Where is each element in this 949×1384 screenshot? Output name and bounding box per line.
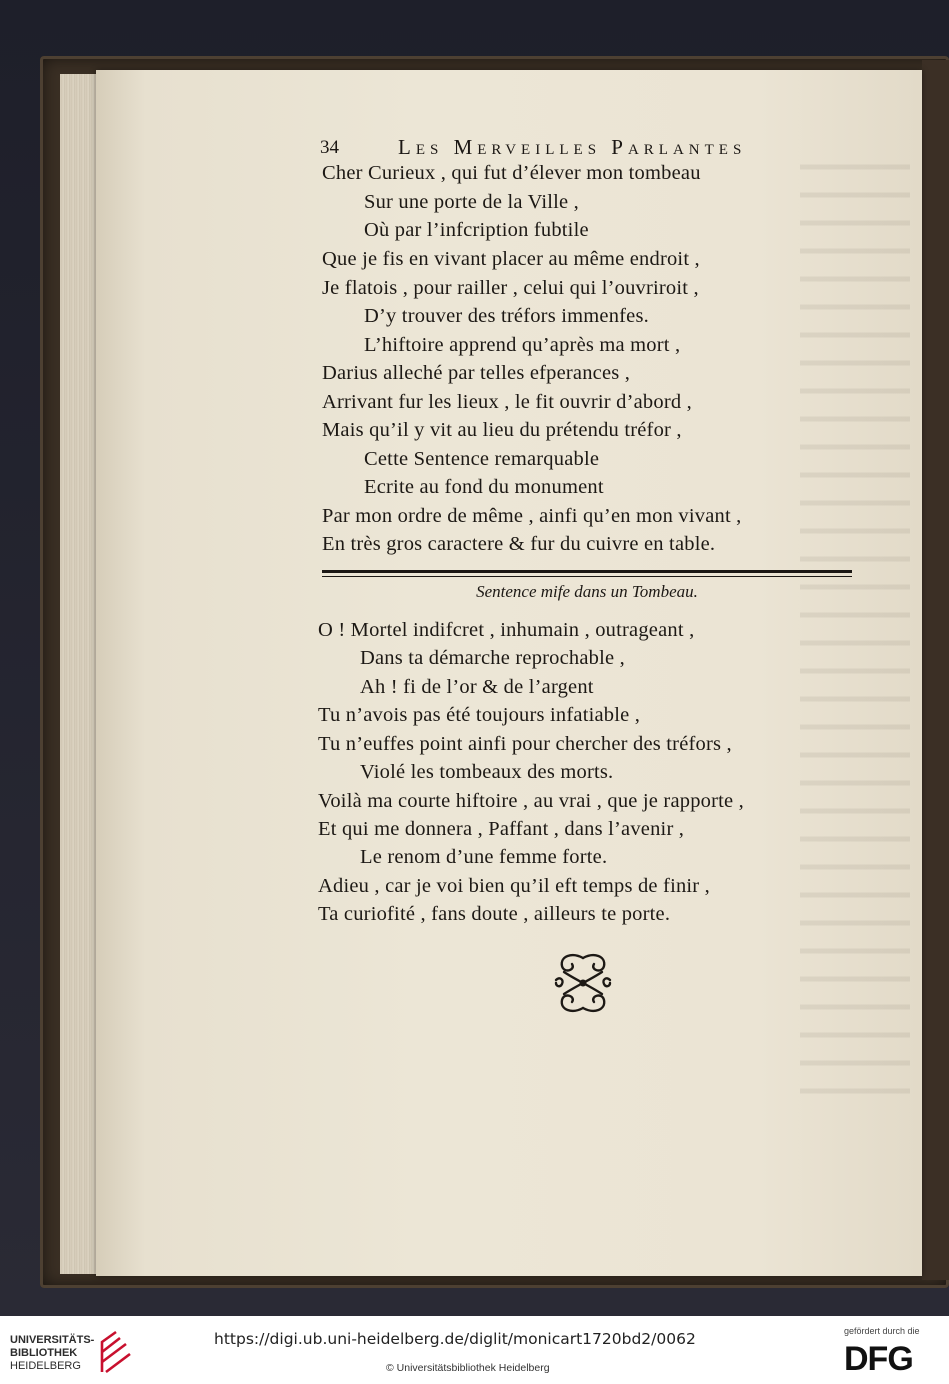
section-rule-thin (322, 576, 852, 577)
sentence-line: O ! Mortel indifcret , inhumain , outrageant , (318, 619, 695, 641)
poem-line: Cher Curieux , qui fut d’élever mon tombeau (322, 162, 701, 184)
university-logo[interactable] (10, 1326, 140, 1376)
dfg-wordmark: DFG (844, 1340, 913, 1378)
section-rule (322, 570, 852, 573)
poem-line: Que je fis en vivant placer au même endroit , (322, 248, 700, 270)
fleuron-ornament-icon (550, 950, 616, 1016)
university-name-line-3: HEIDELBERG (10, 1360, 81, 1372)
poem-line: Cette Sentence remarquable (364, 448, 600, 470)
poem-line: Mais qu’il y vit au lieu du prétendu tréfor , (322, 419, 682, 441)
poem-line: L’hiftoire apprend qu’après ma mort , (364, 334, 681, 356)
sentence-line: Tu n’avois pas été toujours infatiable , (318, 704, 641, 726)
footer-bar (0, 1316, 949, 1384)
sentence-line: Et qui me donnera , Paffant , dans l’avenir , (318, 818, 685, 840)
university-name-line-1: UNIVERSITÄTS- (10, 1334, 95, 1346)
page-header (320, 133, 776, 161)
section-title: Sentence mife dans un Tombeau. (476, 582, 698, 601)
poem-line: Sur une porte de la Ville , (364, 191, 580, 213)
dfg-logo[interactable] (832, 1322, 944, 1380)
poem-line: Darius alleché par telles efperances , (322, 362, 631, 384)
sentence-line: Le renom d’une femme forte. (360, 846, 608, 868)
copyright-notice: © Universitätsbibliothek Heidelberg (386, 1362, 550, 1374)
sentence-line: Ta curiofité , fans doute , ailleurs te porte. (318, 903, 671, 925)
cover-edge (922, 60, 949, 1280)
poem-line: Je flatois , pour railler , celui qui l’ouvriroit , (322, 277, 699, 299)
sentence-line: Voilà ma courte hiftoire , au vrai , que je rapporte , (318, 790, 744, 812)
sentence-line: Dans ta démarche reprochable , (360, 647, 625, 669)
university-name-line-2: BIBLIOTHEK (10, 1347, 78, 1359)
sentence-line: Adieu , car je voi bien qu’il eft temps de finir , (318, 875, 710, 897)
poem-line: Par mon ordre de même , ainfi qu’en mon vivant , (322, 505, 742, 527)
page-number: 34 (320, 137, 339, 158)
poem-line: Où par l’infcription fubtile (364, 219, 589, 241)
sentence-line: Tu n’euffes point ainfi pour chercher des tréfors , (318, 733, 732, 755)
poem-line: Arrivant fur les lieux , le fit ouvrir d’abord , (322, 391, 692, 413)
running-title: Les Merveilles Parlantes (398, 135, 747, 159)
poem-line: En très gros caractere & fur du cuivre en table. (322, 533, 716, 555)
sentence-line: Violé les tombeaux des morts. (360, 761, 614, 783)
sentence-line: Ah ! fi de l’or & de l’argent (360, 676, 594, 698)
library-emblem-icon (96, 1328, 134, 1376)
dfg-caption: gefördert durch die (844, 1326, 920, 1336)
page-url-link[interactable]: https://digi.ub.uni-heidelberg.de/diglit/monicart1720bd2/0062 (214, 1330, 696, 1348)
poem-line: Ecrite au fond du monument (364, 476, 604, 498)
poem-line: D’y trouver des tréfors immenfes. (364, 305, 649, 327)
show-through (800, 150, 910, 1110)
